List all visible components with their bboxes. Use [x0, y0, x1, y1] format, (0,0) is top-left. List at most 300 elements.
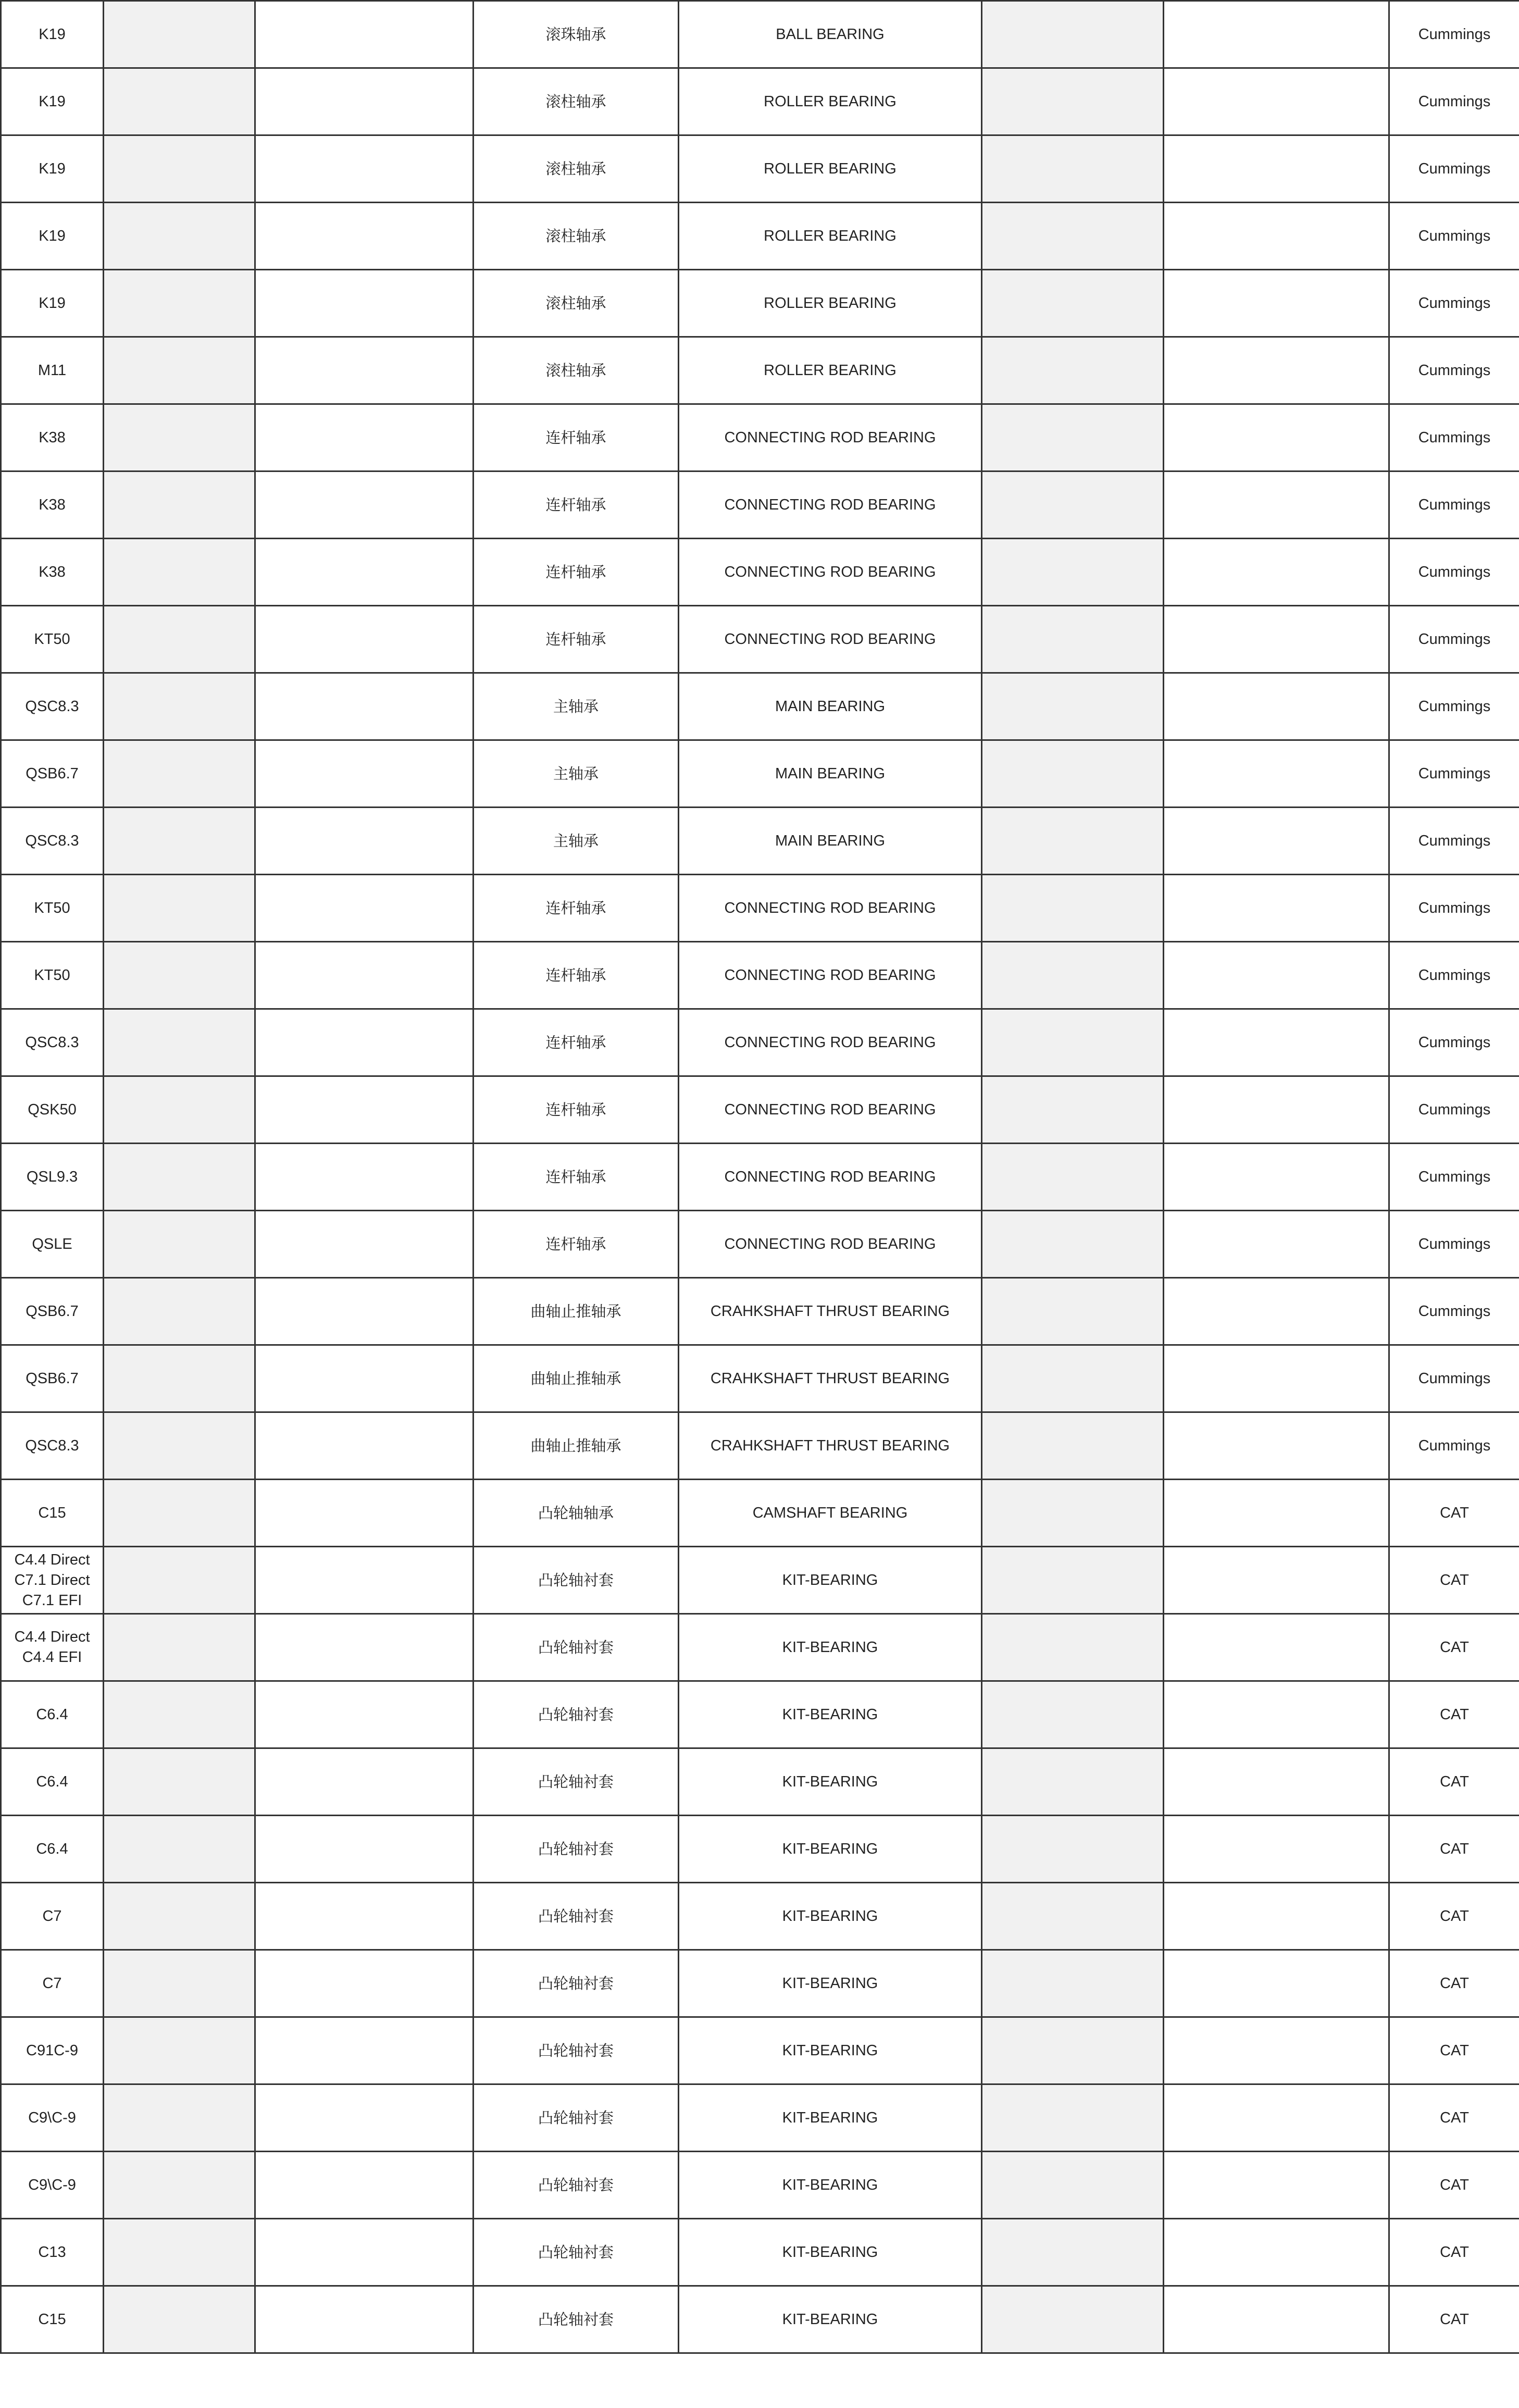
brand-cell: CAT — [1389, 1748, 1519, 1816]
engine-model-cell: K19 — [1, 270, 104, 337]
brand-cell: Cummings — [1389, 135, 1519, 203]
part-name-cn-cell: 连杆轴承 — [474, 1009, 679, 1076]
table-row — [1, 1950, 1519, 2017]
brand-cell: CAT — [1389, 1480, 1519, 1547]
blank-cell — [104, 1345, 255, 1412]
engine-model-cell: QSC8.3 — [1, 1009, 104, 1076]
part-name-cn-cell: 凸轮轴衬套 — [474, 1614, 679, 1681]
blank-cell — [1164, 135, 1389, 203]
blank-cell — [1164, 1211, 1389, 1278]
engine-model-cell: C15 — [1, 1480, 104, 1547]
part-name-cn-cell: 凸轮轴衬套 — [474, 2286, 679, 2353]
blank-cell — [982, 673, 1164, 740]
part-name-en-cell: KIT-BEARING — [679, 1950, 982, 2017]
table-row — [1, 2219, 1519, 2286]
part-name-cn-cell: 连杆轴承 — [474, 1211, 679, 1278]
engine-model-cell: K38 — [1, 471, 104, 539]
part-name-en-cell: ROLLER BEARING — [679, 68, 982, 135]
blank-cell — [104, 135, 255, 203]
blank-cell — [255, 539, 474, 606]
engine-model-cell: K19 — [1, 135, 104, 203]
blank-cell — [255, 68, 474, 135]
brand-cell: Cummings — [1389, 1211, 1519, 1278]
table-row — [1, 1883, 1519, 1950]
blank-cell — [982, 1748, 1164, 1816]
engine-model-cell: QSB6.7 — [1, 1278, 104, 1345]
blank-cell — [255, 203, 474, 270]
blank-cell — [255, 1076, 474, 1144]
brand-cell: Cummings — [1389, 68, 1519, 135]
blank-cell — [104, 1883, 255, 1950]
brand-cell: Cummings — [1389, 1009, 1519, 1076]
part-name-cn-cell: 滚柱轴承 — [474, 135, 679, 203]
part-name-cn-cell: 连杆轴承 — [474, 471, 679, 539]
blank-cell — [104, 539, 255, 606]
engine-model-cell: QSC8.3 — [1, 1412, 104, 1480]
part-name-en-cell: KIT-BEARING — [679, 2286, 982, 2353]
blank-cell — [1164, 471, 1389, 539]
part-name-en-cell: BALL BEARING — [679, 1, 982, 68]
blank-cell — [104, 2084, 255, 2152]
blank-cell — [1164, 808, 1389, 875]
blank-cell — [104, 1614, 255, 1681]
blank-cell — [104, 673, 255, 740]
part-name-en-cell: CRAHKSHAFT THRUST BEARING — [679, 1278, 982, 1345]
table-row — [1, 1614, 1519, 1681]
blank-cell — [104, 1748, 255, 1816]
blank-cell — [104, 1816, 255, 1883]
engine-model-cell: K19 — [1, 203, 104, 270]
blank-cell — [104, 740, 255, 808]
table-row — [1, 135, 1519, 203]
part-name-cn-cell: 凸轮轴衬套 — [474, 1883, 679, 1950]
table-row — [1, 1211, 1519, 1278]
blank-cell — [104, 1412, 255, 1480]
blank-cell — [255, 875, 474, 942]
part-name-cn-cell: 连杆轴承 — [474, 1144, 679, 1211]
table-row — [1, 875, 1519, 942]
blank-cell — [255, 2084, 474, 2152]
engine-model-cell: QSB6.7 — [1, 1345, 104, 1412]
blank-cell — [982, 1211, 1164, 1278]
brand-cell: Cummings — [1389, 337, 1519, 404]
parts-table-body — [1, 1, 1519, 2353]
blank-cell — [1164, 1681, 1389, 1748]
blank-cell — [104, 2152, 255, 2219]
table-row — [1, 673, 1519, 740]
part-name-en-cell: CONNECTING ROD BEARING — [679, 875, 982, 942]
blank-cell — [982, 1480, 1164, 1547]
blank-cell — [1164, 1950, 1389, 2017]
blank-cell — [1164, 1009, 1389, 1076]
table-row — [1, 539, 1519, 606]
blank-cell — [104, 68, 255, 135]
blank-cell — [104, 1681, 255, 1748]
blank-cell — [255, 942, 474, 1009]
blank-cell — [1164, 2017, 1389, 2084]
blank-cell — [255, 1345, 474, 1412]
blank-cell — [255, 673, 474, 740]
table-row — [1, 2152, 1519, 2219]
part-name-cn-cell: 滚柱轴承 — [474, 68, 679, 135]
blank-cell — [255, 2286, 474, 2353]
blank-cell — [255, 1211, 474, 1278]
blank-cell — [255, 1950, 474, 2017]
table-row — [1, 1076, 1519, 1144]
blank-cell — [1164, 2219, 1389, 2286]
blank-cell — [1164, 1076, 1389, 1144]
blank-cell — [255, 404, 474, 471]
blank-cell — [255, 471, 474, 539]
blank-cell — [1164, 404, 1389, 471]
engine-model-cell: KT50 — [1, 942, 104, 1009]
blank-cell — [104, 942, 255, 1009]
blank-cell — [255, 1681, 474, 1748]
part-name-cn-cell: 滚柱轴承 — [474, 203, 679, 270]
brand-cell: Cummings — [1389, 1278, 1519, 1345]
part-name-cn-cell: 凸轮轴衬套 — [474, 1547, 679, 1614]
part-name-en-cell: CONNECTING ROD BEARING — [679, 404, 982, 471]
brand-cell: Cummings — [1389, 808, 1519, 875]
part-name-en-cell: ROLLER BEARING — [679, 270, 982, 337]
blank-cell — [255, 2219, 474, 2286]
part-name-en-cell: KIT-BEARING — [679, 1883, 982, 1950]
table-row — [1, 606, 1519, 673]
engine-model-cell: C4.4 Direct C4.4 EFI — [1, 1614, 104, 1681]
blank-cell — [255, 337, 474, 404]
blank-cell — [104, 606, 255, 673]
blank-cell — [104, 1009, 255, 1076]
part-name-cn-cell: 凸轮轴衬套 — [474, 1816, 679, 1883]
part-name-cn-cell: 主轴承 — [474, 740, 679, 808]
table-row — [1, 1748, 1519, 1816]
blank-cell — [104, 1547, 255, 1614]
part-name-en-cell: KIT-BEARING — [679, 1614, 982, 1681]
blank-cell — [104, 1211, 255, 1278]
blank-cell — [104, 2286, 255, 2353]
engine-model-cell: QSK50 — [1, 1076, 104, 1144]
table-row — [1, 1, 1519, 68]
table-row — [1, 1547, 1519, 1614]
part-name-cn-cell: 凸轮轴衬套 — [474, 2017, 679, 2084]
blank-cell — [255, 1278, 474, 1345]
blank-cell — [104, 1144, 255, 1211]
blank-cell — [104, 1076, 255, 1144]
part-name-cn-cell: 凸轮轴轴承 — [474, 1480, 679, 1547]
blank-cell — [982, 1614, 1164, 1681]
engine-model-cell: C9\C-9 — [1, 2084, 104, 2152]
blank-cell — [104, 2219, 255, 2286]
brand-cell: CAT — [1389, 1950, 1519, 2017]
blank-cell — [1164, 1480, 1389, 1547]
brand-cell: Cummings — [1389, 740, 1519, 808]
engine-model-cell: C4.4 Direct C7.1 Direct C7.1 EFI — [1, 1547, 104, 1614]
part-name-en-cell: CONNECTING ROD BEARING — [679, 1144, 982, 1211]
brand-cell: CAT — [1389, 2084, 1519, 2152]
part-name-en-cell: CRAHKSHAFT THRUST BEARING — [679, 1412, 982, 1480]
blank-cell — [982, 404, 1164, 471]
blank-cell — [1164, 270, 1389, 337]
brand-cell: CAT — [1389, 2017, 1519, 2084]
part-name-en-cell: CRAHKSHAFT THRUST BEARING — [679, 1345, 982, 1412]
blank-cell — [982, 1345, 1164, 1412]
blank-cell — [104, 1, 255, 68]
blank-cell — [1164, 1345, 1389, 1412]
blank-cell — [104, 270, 255, 337]
part-name-en-cell: KIT-BEARING — [679, 2084, 982, 2152]
blank-cell — [255, 1748, 474, 1816]
brand-cell: CAT — [1389, 1547, 1519, 1614]
table-row — [1, 1009, 1519, 1076]
blank-cell — [255, 1883, 474, 1950]
blank-cell — [982, 68, 1164, 135]
brand-cell: CAT — [1389, 1816, 1519, 1883]
blank-cell — [1164, 1883, 1389, 1950]
engine-model-cell: K19 — [1, 1, 104, 68]
blank-cell — [982, 808, 1164, 875]
blank-cell — [255, 1, 474, 68]
part-name-cn-cell: 滚柱轴承 — [474, 270, 679, 337]
part-name-cn-cell: 连杆轴承 — [474, 539, 679, 606]
blank-cell — [104, 1950, 255, 2017]
blank-cell — [1164, 1144, 1389, 1211]
part-name-cn-cell: 主轴承 — [474, 673, 679, 740]
engine-model-cell: QSB6.7 — [1, 740, 104, 808]
part-name-en-cell: MAIN BEARING — [679, 673, 982, 740]
blank-cell — [104, 337, 255, 404]
blank-cell — [982, 1, 1164, 68]
blank-cell — [255, 1480, 474, 1547]
part-name-cn-cell: 曲轴止推轴承 — [474, 1412, 679, 1480]
blank-cell — [255, 808, 474, 875]
blank-cell — [255, 1614, 474, 1681]
blank-cell — [255, 1816, 474, 1883]
engine-model-cell: C7 — [1, 1950, 104, 2017]
engine-model-cell: K38 — [1, 404, 104, 471]
part-name-en-cell: CONNECTING ROD BEARING — [679, 1211, 982, 1278]
part-name-en-cell: CAMSHAFT BEARING — [679, 1480, 982, 1547]
part-name-en-cell: CONNECTING ROD BEARING — [679, 942, 982, 1009]
blank-cell — [1164, 1748, 1389, 1816]
part-name-cn-cell: 主轴承 — [474, 808, 679, 875]
blank-cell — [982, 942, 1164, 1009]
blank-cell — [1164, 1816, 1389, 1883]
blank-cell — [104, 875, 255, 942]
blank-cell — [982, 1681, 1164, 1748]
brand-cell: Cummings — [1389, 1076, 1519, 1144]
blank-cell — [1164, 2152, 1389, 2219]
part-name-cn-cell: 滚柱轴承 — [474, 337, 679, 404]
part-name-en-cell: CONNECTING ROD BEARING — [679, 539, 982, 606]
part-name-cn-cell: 连杆轴承 — [474, 1076, 679, 1144]
engine-model-cell: C6.4 — [1, 1681, 104, 1748]
part-name-cn-cell: 曲轴止推轴承 — [474, 1345, 679, 1412]
part-name-cn-cell: 连杆轴承 — [474, 404, 679, 471]
brand-cell: CAT — [1389, 1883, 1519, 1950]
table-row — [1, 2084, 1519, 2152]
part-name-cn-cell: 曲轴止推轴承 — [474, 1278, 679, 1345]
blank-cell — [982, 270, 1164, 337]
part-name-en-cell: KIT-BEARING — [679, 2017, 982, 2084]
blank-cell — [255, 1547, 474, 1614]
part-name-cn-cell: 凸轮轴衬套 — [474, 1748, 679, 1816]
blank-cell — [1164, 1412, 1389, 1480]
table-row — [1, 404, 1519, 471]
part-name-en-cell: KIT-BEARING — [679, 1547, 982, 1614]
blank-cell — [255, 740, 474, 808]
blank-cell — [982, 2017, 1164, 2084]
blank-cell — [255, 270, 474, 337]
blank-cell — [104, 471, 255, 539]
part-name-en-cell: KIT-BEARING — [679, 2152, 982, 2219]
blank-cell — [982, 1883, 1164, 1950]
part-name-cn-cell: 凸轮轴衬套 — [474, 1681, 679, 1748]
part-name-en-cell: ROLLER BEARING — [679, 337, 982, 404]
table-row — [1, 337, 1519, 404]
blank-cell — [104, 1480, 255, 1547]
blank-cell — [104, 404, 255, 471]
table-row — [1, 1278, 1519, 1345]
engine-model-cell: QSLE — [1, 1211, 104, 1278]
blank-cell — [1164, 1278, 1389, 1345]
blank-cell — [982, 1547, 1164, 1614]
engine-model-cell: C6.4 — [1, 1748, 104, 1816]
table-row — [1, 1144, 1519, 1211]
engine-model-cell: C6.4 — [1, 1816, 104, 1883]
brand-cell: Cummings — [1389, 471, 1519, 539]
part-name-en-cell: ROLLER BEARING — [679, 135, 982, 203]
engine-model-cell: C7 — [1, 1883, 104, 1950]
table-row — [1, 2017, 1519, 2084]
table-row — [1, 1816, 1519, 1883]
table-row — [1, 1345, 1519, 1412]
part-name-cn-cell: 凸轮轴衬套 — [474, 2219, 679, 2286]
engine-model-cell: C13 — [1, 2219, 104, 2286]
part-name-en-cell: KIT-BEARING — [679, 1748, 982, 1816]
engine-model-cell: KT50 — [1, 875, 104, 942]
brand-cell: Cummings — [1389, 270, 1519, 337]
brand-cell: CAT — [1389, 2219, 1519, 2286]
engine-model-cell: KT50 — [1, 606, 104, 673]
brand-cell: Cummings — [1389, 1412, 1519, 1480]
brand-cell: Cummings — [1389, 1, 1519, 68]
brand-cell: Cummings — [1389, 1345, 1519, 1412]
blank-cell — [255, 1144, 474, 1211]
table-row — [1, 740, 1519, 808]
blank-cell — [982, 2219, 1164, 2286]
blank-cell — [982, 539, 1164, 606]
table-row — [1, 68, 1519, 135]
part-name-cn-cell: 连杆轴承 — [474, 606, 679, 673]
blank-cell — [1164, 942, 1389, 1009]
blank-cell — [255, 606, 474, 673]
part-name-en-cell: CONNECTING ROD BEARING — [679, 1009, 982, 1076]
blank-cell — [982, 1144, 1164, 1211]
engine-model-cell: M11 — [1, 337, 104, 404]
engine-model-cell: C91C-9 — [1, 2017, 104, 2084]
table-row — [1, 203, 1519, 270]
part-name-en-cell: KIT-BEARING — [679, 2219, 982, 2286]
blank-cell — [1164, 2286, 1389, 2353]
table-row — [1, 270, 1519, 337]
blank-cell — [982, 203, 1164, 270]
blank-cell — [255, 135, 474, 203]
part-name-en-cell: ROLLER BEARING — [679, 203, 982, 270]
part-name-en-cell: MAIN BEARING — [679, 808, 982, 875]
engine-model-cell: C15 — [1, 2286, 104, 2353]
brand-cell: Cummings — [1389, 875, 1519, 942]
engine-model-cell: K38 — [1, 539, 104, 606]
blank-cell — [982, 2286, 1164, 2353]
part-name-cn-cell: 凸轮轴衬套 — [474, 1950, 679, 2017]
engine-model-cell: QSL9.3 — [1, 1144, 104, 1211]
blank-cell — [1164, 2084, 1389, 2152]
part-name-cn-cell: 连杆轴承 — [474, 942, 679, 1009]
blank-cell — [1164, 337, 1389, 404]
brand-cell: Cummings — [1389, 539, 1519, 606]
brand-cell: Cummings — [1389, 606, 1519, 673]
blank-cell — [1164, 875, 1389, 942]
brand-cell: Cummings — [1389, 1144, 1519, 1211]
blank-cell — [982, 471, 1164, 539]
part-name-en-cell: KIT-BEARING — [679, 1681, 982, 1748]
table-row — [1, 1412, 1519, 1480]
blank-cell — [982, 1412, 1164, 1480]
brand-cell: CAT — [1389, 1681, 1519, 1748]
brand-cell: Cummings — [1389, 404, 1519, 471]
blank-cell — [982, 337, 1164, 404]
part-name-cn-cell: 连杆轴承 — [474, 875, 679, 942]
brand-cell: CAT — [1389, 1614, 1519, 1681]
brand-cell: Cummings — [1389, 673, 1519, 740]
engine-model-cell: C9\C-9 — [1, 2152, 104, 2219]
blank-cell — [1164, 606, 1389, 673]
brand-cell: Cummings — [1389, 942, 1519, 1009]
engine-model-cell: QSC8.3 — [1, 808, 104, 875]
blank-cell — [1164, 203, 1389, 270]
blank-cell — [104, 808, 255, 875]
blank-cell — [1164, 1614, 1389, 1681]
blank-cell — [982, 875, 1164, 942]
part-name-cn-cell: 凸轮轴衬套 — [474, 2084, 679, 2152]
blank-cell — [1164, 1547, 1389, 1614]
blank-cell — [1164, 740, 1389, 808]
table-row — [1, 2286, 1519, 2353]
blank-cell — [104, 2017, 255, 2084]
blank-cell — [982, 1076, 1164, 1144]
blank-cell — [982, 135, 1164, 203]
part-name-en-cell: KIT-BEARING — [679, 1816, 982, 1883]
blank-cell — [104, 203, 255, 270]
brand-cell: Cummings — [1389, 203, 1519, 270]
blank-cell — [982, 2152, 1164, 2219]
blank-cell — [255, 1412, 474, 1480]
engine-model-cell: QSC8.3 — [1, 673, 104, 740]
blank-cell — [982, 2084, 1164, 2152]
table-row — [1, 808, 1519, 875]
table-row — [1, 1480, 1519, 1547]
blank-cell — [982, 1009, 1164, 1076]
blank-cell — [982, 1278, 1164, 1345]
brand-cell: CAT — [1389, 2152, 1519, 2219]
brand-cell: CAT — [1389, 2286, 1519, 2353]
blank-cell — [255, 2152, 474, 2219]
part-name-en-cell: CONNECTING ROD BEARING — [679, 606, 982, 673]
blank-cell — [1164, 1, 1389, 68]
blank-cell — [982, 1816, 1164, 1883]
blank-cell — [982, 740, 1164, 808]
blank-cell — [255, 2017, 474, 2084]
